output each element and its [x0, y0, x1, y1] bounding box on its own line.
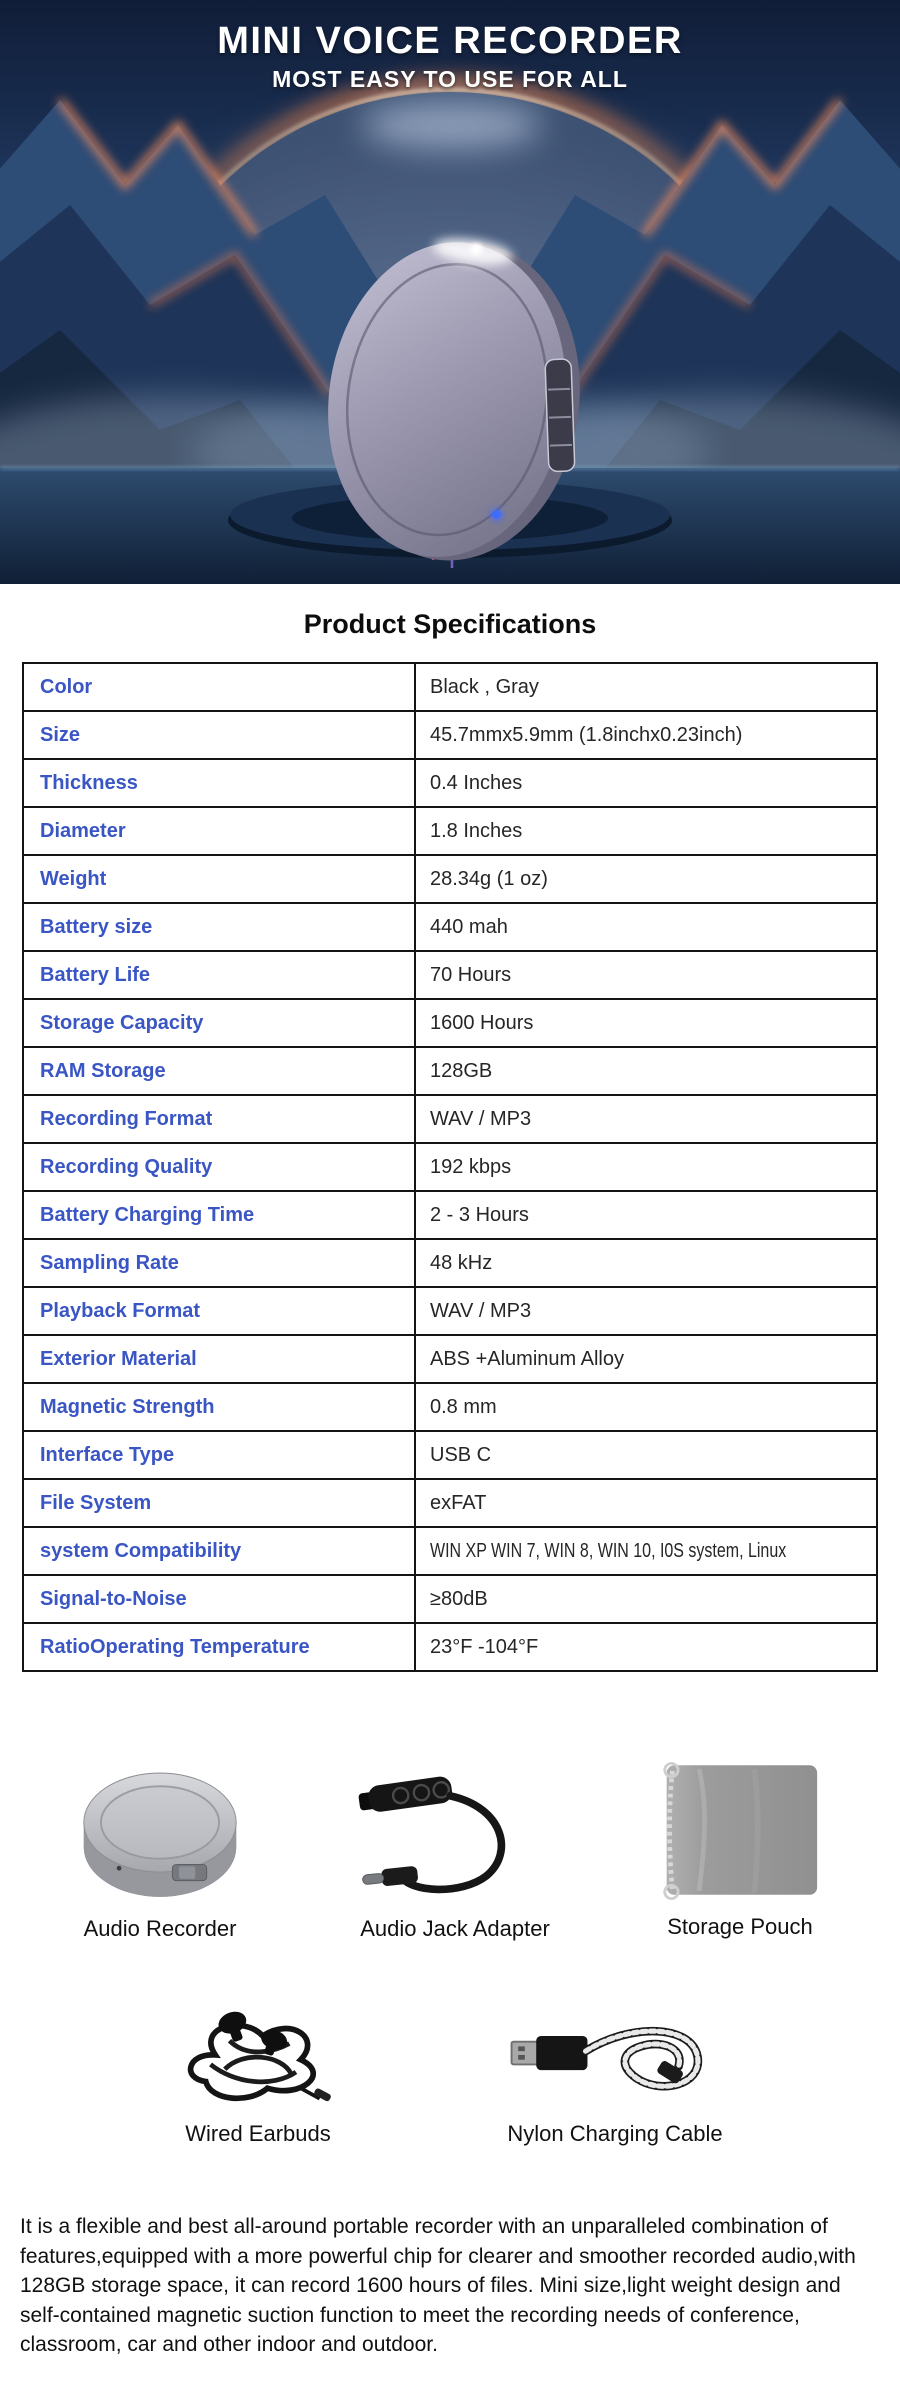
spec-value: 23°F -104°F [415, 1623, 877, 1671]
spec-label: Storage Capacity [23, 999, 415, 1047]
spec-label: Size [23, 711, 415, 759]
hero-banner [0, 0, 900, 584]
table-row [23, 951, 877, 999]
accessory-label: Storage Pouch [667, 1914, 813, 1939]
table-row [23, 999, 877, 1047]
audio-jack-adapter-photo [350, 1758, 560, 1908]
accessory-audio-recorder [55, 1758, 265, 1942]
spec-value: 48 kHz [415, 1239, 877, 1287]
spec-value: 128GB [415, 1047, 877, 1095]
accessory-audio-jack-adapter [350, 1758, 560, 1942]
table-row [23, 1335, 877, 1383]
table-row [23, 1527, 877, 1575]
spec-value: 192 kbps [415, 1143, 877, 1191]
table-row [23, 855, 877, 903]
hero-subtitle: MOST EASY TO USE FOR ALL [272, 66, 628, 92]
table-row [23, 1623, 877, 1671]
spec-label: File System [23, 1479, 415, 1527]
spec-value-text: WIN XP WIN 7, WIN 8, WIN 10, I0S system, Linux [430, 1539, 787, 1562]
spec-label: Exterior Material [23, 1335, 415, 1383]
audio-recorder-photo [55, 1758, 265, 1908]
table-row [23, 1575, 877, 1623]
wired-earbuds-photo [153, 1995, 363, 2113]
spec-label: RAM Storage [23, 1047, 415, 1095]
spec-value [415, 1527, 877, 1575]
accessory-label: Audio Recorder [83, 1916, 237, 1941]
storage-pouch-photo [635, 1756, 845, 1906]
spec-label: Recording Format [23, 1095, 415, 1143]
spec-value: 0.4 Inches [415, 759, 877, 807]
table-row [23, 759, 877, 807]
spec-label: Magnetic Strength [23, 1383, 415, 1431]
table-row [23, 1191, 877, 1239]
spec-heading: Product Specifications [303, 609, 597, 639]
spec-label: Playback Format [23, 1287, 415, 1335]
spec-value: exFAT [415, 1479, 877, 1527]
spec-value: 440 mah [415, 903, 877, 951]
table-row [23, 903, 877, 951]
table-row [23, 1383, 877, 1431]
accessory-storage-pouch [635, 1756, 845, 1940]
spec-label: Battery Life [23, 951, 415, 999]
spec-label: Color [23, 663, 415, 711]
spec-label: Thickness [23, 759, 415, 807]
spec-value: ≥80dB [415, 1575, 877, 1623]
table-row [23, 1095, 877, 1143]
spec-value: WAV / MP3 [415, 1095, 877, 1143]
table-row [23, 663, 877, 711]
accessory-wired-earbuds [153, 1995, 363, 2147]
spec-value: 1600 Hours [415, 999, 877, 1047]
spec-label: system Compatibility [23, 1527, 415, 1575]
side-buttons [545, 359, 575, 472]
table-row [23, 1287, 877, 1335]
spec-value: USB C [415, 1431, 877, 1479]
spec-label: Signal-to-Noise [23, 1575, 415, 1623]
accessory-nylon-charging-cable [495, 1995, 735, 2147]
table-row [23, 1479, 877, 1527]
table-row [23, 1143, 877, 1191]
spec-value: 2 - 3 Hours [415, 1191, 877, 1239]
spec-value: 28.34g (1 oz) [415, 855, 877, 903]
accessory-label: Nylon Charging Cable [507, 2121, 723, 2146]
spec-value: 0.8 mm [415, 1383, 877, 1431]
spec-label: Recording Quality [23, 1143, 415, 1191]
spec-label: Battery Charging Time [23, 1191, 415, 1239]
table-row [23, 1431, 877, 1479]
spec-table [22, 662, 878, 1672]
spec-label: Interface Type [23, 1431, 415, 1479]
spec-label: Diameter [23, 807, 415, 855]
table-row [23, 1047, 877, 1095]
accessory-label: Audio Jack Adapter [360, 1916, 550, 1941]
hero-title: MINI VOICE RECORDER [217, 20, 683, 62]
spec-label: Battery size [23, 903, 415, 951]
spec-value: 1.8 Inches [415, 807, 877, 855]
table-row [23, 711, 877, 759]
product-description: It is a flexible and best all-around portable recorder with an unparalleled combination of features,equipped with a more powerful chip for clearer and smoother recorded audio,with 128GB storage space, it can record 1600 hours of files. Mini size,light weight design and self-contained magnetic suction function to meet the recording needs of conference, classroom, car and other indoor and outdoor. [20, 2215, 856, 2356]
spec-value: ABS +Aluminum Alloy [415, 1335, 877, 1383]
accessory-label: Wired Earbuds [185, 2121, 331, 2146]
table-row [23, 1239, 877, 1287]
spec-label: RatioOperating Temperature [23, 1623, 415, 1671]
spec-label: Weight [23, 855, 415, 903]
spec-value: 70 Hours [415, 951, 877, 999]
spec-label: Sampling Rate [23, 1239, 415, 1287]
nylon-charging-cable-photo [495, 1995, 735, 2113]
spec-value: 45.7mmx5.9mm (1.8inchx0.23inch) [415, 711, 877, 759]
spec-value: Black , Gray [415, 663, 877, 711]
table-row [23, 807, 877, 855]
spec-value: WAV / MP3 [415, 1287, 877, 1335]
